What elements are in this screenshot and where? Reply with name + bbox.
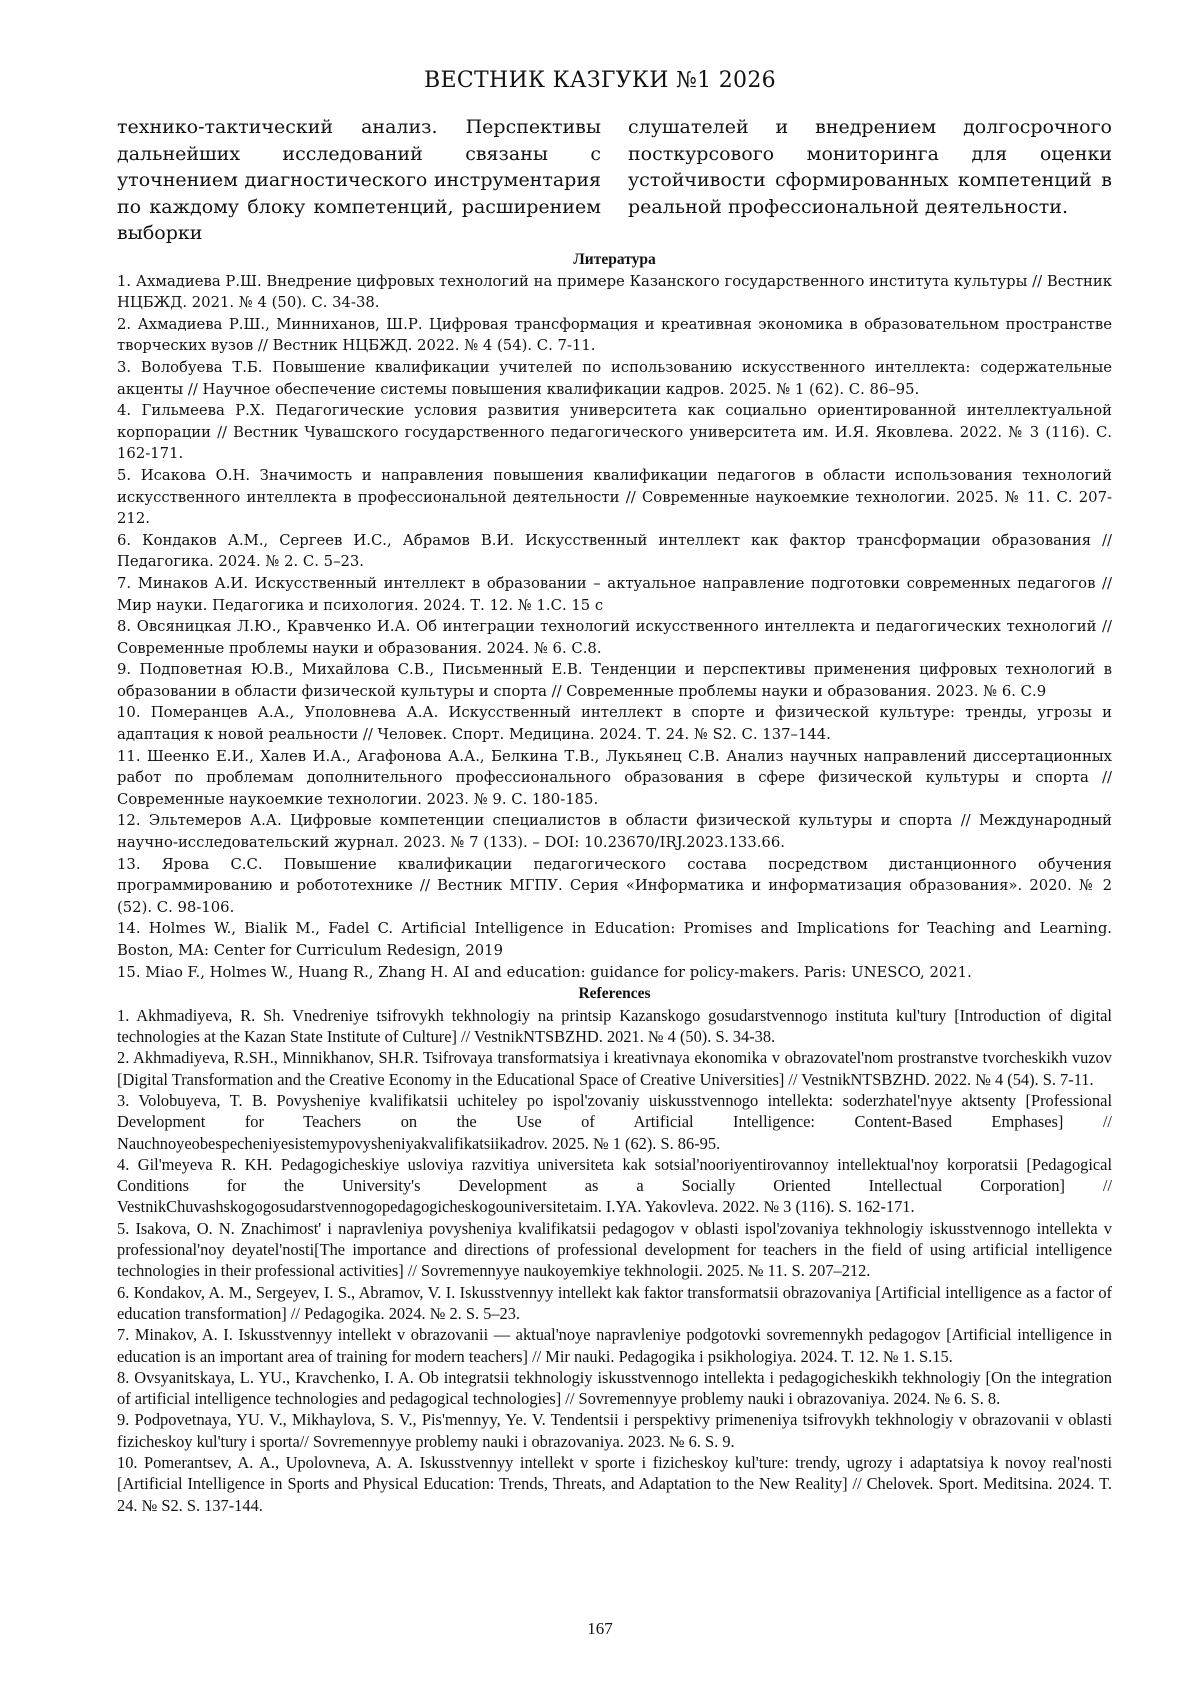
literature-item: 1. Ахмадиева Р.Ш. Внедрение цифровых технологий на примере Казанского государственного института культуры // Вестник НЦБЖД. 2021. № 4 (50). С. 34-38. (117, 272, 1112, 312)
literature-item: 5. Исакова О.Н. Значимость и направления повышения квалификации педагогов в области использования технологий искусственного интеллекта в профессиональной деятельности // Современные наукоемкие технологии. 2025. № 11. С. 207-212. (117, 466, 1112, 528)
reference-item: 8. Ovsyanitskaya, L. YU., Kravchenko, I. A. Ob integratsii tekhnologiy iskusstvennogo intellekta i pedagogicheskikh tekhnologiy [On the integration of artificial intelligence technologies and pedagogical technologies] // Sovremennyye problemy nauki i obrazovaniya. 2024. № 6. S. 8. (117, 1367, 1112, 1409)
literature-item: 4. Гильмеева Р.Х. Педагогические условия развития университета как социально ориентированной интеллектуальной корпорации // Вестник Чувашского государственного педагогического университета им. И.Я. Яковлева. 2022. № 3 (116). С. 162-171. (117, 402, 1112, 463)
page-number: 167 (587, 1619, 613, 1638)
literature-item: 8. Овсяницкая Л.Ю., Кравченко И.А. Об интеграции технологий искусственного интеллекта и педагогических технологий // Современные проблемы науки и образования. 2024. № 6. С.8. (117, 618, 1112, 657)
literature-item: 15. Miao F., Holmes W., Huang R., Zhang H. AI and education: guidance for policy-makers. Paris: UNESCO, 2021. (117, 963, 972, 981)
left-column-text: технико-тактический анализ. Перспективы дальнейших исследований связаны с уточнением диагностического инструментария по каждому блоку компетенций, расширением выборки (117, 116, 601, 244)
reference-item: 1. Akhmadiyeva, R. Sh. Vnedreniye tsifrovykh tekhnologiy na printsip Kazanskogo gosudarstvennogo instituta kul'tury [Introduction of digital technologies at the Kazan State Institute of Culture] // VestnikNTSBZHD. 2021. № 4 (50). S. 34-38. (117, 1005, 1112, 1047)
literature-item: 12. Эльтемеров А.А. Цифровые компетенции специалистов в области физической культуры и спорта // Международный научно-исследовательский журнал. 2023. № 7 (133). – DOI: 10.23670/IRJ.2023.133.66. (117, 812, 1112, 852)
literature-item: 6. Кондаков А.М., Сергеев И.С., Абрамов В.И. Искусственный интеллект как фактор трансформации образования // Педагогика. 2024. № 2. С. 5–23. (117, 531, 1112, 571)
reference-item: 6. Kondakov, A. M., Sergeyev, I. S., Abramov, V. I. Iskusstvennyy intellekt kak faktor transformatsii obrazovaniya [Artificial intelligence as a factor of education transformation] // Pedagogika. 2024. № 2. S. 5–23. (117, 1282, 1112, 1323)
body-columns (117, 114, 1112, 247)
literature-item: 3. Волобуева Т.Б. Повышение квалификации учителей по использованию искусственного интеллекта: содержательные акценты // Научное обеспечение системы повышения квалификации кадров. 2025. № 1 (62). С. 86–95. (117, 358, 1112, 398)
literature-item: 10. Померанцев А.А., Уполовнева А.А. Искусственный интеллект в спорте и физической культуре: тренды, угрозы и адаптация к новой реальности // Человек. Спорт. Медицина. 2024. Т. 24. № S2. С. 137–144. (117, 704, 1112, 744)
reference-item: 4. Gil'meyeva R. KH. Pedagogicheskiye usloviya razvitiya universiteta kak sotsial'nooriyentirovannoy intellektual'noy korporatsii [Pedagogical Conditions for the University's Development as a Socially Oriented Intellectual Corporation] // VestnikChuvashskogogosudarstvennogopedagogicheskogouniversitetaim. I.YA. Yakovleva. 2022. № 3 (116). S. 162-171. (117, 1154, 1112, 1217)
reference-item: 9. Podpovetnaya, YU. V., Mikhaylova, S. V., Pis'mennyy, Ye. V. Tendentsii i perspektivy primeneniya tsifrovykh tekhnologiy v obrazovanii v oblasti fizicheskoy kul'tury i sporta// Sovremennyye problemy nauki i obrazovaniya. 2023. № 6. S. 9. (117, 1410, 1112, 1451)
literature-item: 13. Ярова С.С. Повышение квалификации педагогического состава посредством дистанционного обучения программированию и робототехнике // Вестник МГПУ. Серия «Информатика и информатизация образования». 2020. № 2 (52). С. 98-106. (117, 855, 1112, 916)
literature-item: 11. Шеенко Е.И., Халев И.А., Агафонова А.А., Белкина Т.В., Лукьянец С.В. Анализ научных направлений диссертационных работ по проблемам дополнительного профессионального образования в сфере физической культуры и спорта // Современные наукоемкие технологии. 2023. № 9. С. 180-185. (117, 747, 1112, 808)
bibliography (117, 249, 1112, 1516)
literature-item: 9. Подповетная Ю.В., Михайлова С.В., Письменный Е.В. Тенденции и перспективы применения цифровых технологий в образовании в области физической культуры и спорта // Современные проблемы науки и образования. 2023. № 6. С.9 (117, 661, 1112, 700)
reference-item: 3. Volobuyeva, T. B. Povysheniye kvalifikatsii uchiteley po ispol'zovaniy uiskusstvennogo intellekta: soderzhatel'nyye aktsenty [Professional Development for Teachers on the Use of Artificial Intelligence: Content-Based Emphases] // Nauchnoyeobespecheniyesistemypovysheniyakvalifikatsiikadrov. 2025. № 1 (62). S. 86-95. (117, 1090, 1112, 1153)
literature-item: 7. Минаков А.И. Искусственный интеллект в образовании – актуальное направление подготовки современных педагогов // Мир науки. Педагогика и психология. 2024. Т. 12. № 1.С. 15 с (117, 574, 1112, 614)
reference-item: 10. Pomerantsev, A. A., Upolovneva, A. A. Iskusstvennyy intellekt v sporte i fizicheskoy kul'ture: trendy, ugrozy i adaptatsiya k novoy real'nosti [Artificial Intelligence in Sports and Physical Education: Trends, Threats, and Adaptation to the New Reality] // Chelovek. Sport. Meditsina. 2024. T. 24. № S2. S. 137-144. (117, 1453, 1112, 1515)
reference-item: 5. Isakova, O. N. Znachimost' i napravleniya povysheniya kvalifikatsii pedagogov v oblasti ispol'zovaniya tekhnologiy iskusstvennogo intellekta v professional'noy deyatel'nosti[The importance and directions of professional development for teachers in the field of using artificial intelligence technologies in their professional activities] // Sovremennyye naukoyemkiye tekhnologii. 2025. № 11. S. 207–212. (117, 1218, 1112, 1281)
literature-list (117, 271, 1112, 984)
journal-header: ВЕСТНИК КАЗГУКИ №1 2026 (424, 68, 776, 93)
literature-heading: Литература (573, 251, 656, 268)
references-heading: References (578, 985, 651, 1003)
literature-item: 2. Ахмадиева Р.Ш., Минниханов, Ш.Р. Цифровая трансформация и креативная экономика в образовательном пространстве творческих вузов // Вестник НЦБЖД. 2022. № 4 (54). С. 7-11. (117, 315, 1112, 355)
reference-item: 2. Akhmadiyeva, R.SH., Minnikhanov, SH.R. Tsifrovaya transformatsiya i kreativnaya ekonomika v obrazovatel'nom prostranstve tvorcheskikh vuzov [Digital Transformation and the Creative Economy in the Educational Space of Creative Universities] // VestnikNTSBZHD. 2022. № 4 (54). S. 7-11. (117, 1048, 1112, 1089)
right-column-text: слушателей и внедрением долгосрочного посткурсового мониторинга для оценки устойчивости сформированных компетенций в реальной профессиональной деятельности. (628, 116, 1112, 218)
literature-item: 14. Holmes W., Bialik M., Fadel C. Artificial Intelligence in Education: Promises and Implications for Teaching and Learning. Boston, MA: Center for Curriculum Redesign, 2019 (117, 920, 1112, 959)
references-list (117, 1005, 1112, 1516)
reference-item: 7. Minakov, A. I. Iskusstvennyy intellekt v obrazovanii — aktual'noye napravleniye podgotovki sovremennykh pedagogov [Artificial intelligence in education is an important area of training for modern teachers] // Mir nauki. Pedagogika i psikhologiya. 2024. T. 12. № 1. S.15. (117, 1325, 1112, 1366)
